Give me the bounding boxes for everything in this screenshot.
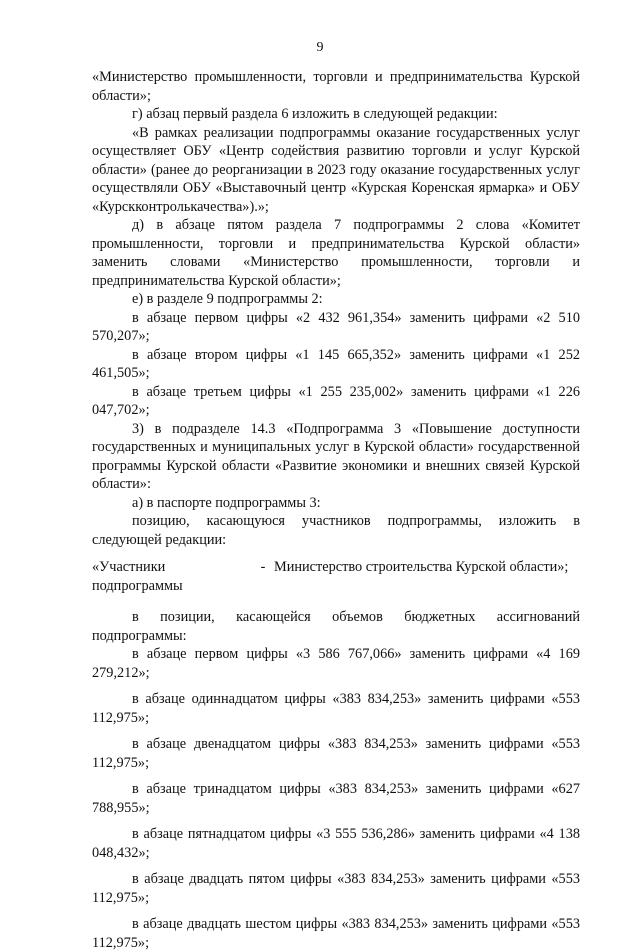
paragraph: г) абзац первый раздела 6 изложить в следующей редакции: <box>132 106 498 122</box>
participants-value: Министерство строительства Курской области»; <box>274 559 569 575</box>
paragraph: в абзаце двадцать шестом цифры «383 834,253» заменить цифрами «553 112,975»; <box>92 916 580 951</box>
page-number: 9 <box>316 40 324 55</box>
paragraph: в абзаце первом цифры «2 432 961,354» заменить цифрами «2 510 570,207»; <box>92 309 580 344</box>
paragraph: в абзаце двадцать пятом цифры «383 834,253» заменить цифрами «553 112,975»; <box>92 871 580 906</box>
paragraph: а) в паспорте подпрограммы 3: <box>132 494 321 511</box>
paragraph: «Министерство промышленности, торговли и предпринимательства Курской области»; <box>92 69 580 104</box>
paragraph: в абзаце тринадцатом цифры «383 834,253» заменить цифрами «627 788,955»; <box>92 781 580 816</box>
paragraph: в абзаце двенадцатом цифры «383 834,253» заменить цифрами «553 112,975»; <box>92 736 580 771</box>
participants-row <box>92 558 580 595</box>
paragraph: в позиции, касающейся объемов бюджетных ассигнований подпрограммы: <box>92 609 580 644</box>
paragraph: в абзаце третьем цифры «1 255 235,002» заменить цифрами «1 226 047,702»; <box>92 383 580 418</box>
paragraph: в абзаце первом цифры «3 586 767,066» заменить цифрами «4 169 279,212»; <box>92 646 580 681</box>
paragraph: в абзаце втором цифры «1 145 665,352» заменить цифрами «1 252 461,505»; <box>92 346 580 381</box>
paragraph: 3) в подразделе 14.3 «Подпрограмма 3 «Повышение доступности государственных и муниципальных услуг в Курской области» государственной программы Курской области «Развитие экономики и внешних связей Курской области»: <box>92 420 580 492</box>
participants-label: «Участники подпрограммы <box>92 559 183 594</box>
paragraph: в абзаце одиннадцатом цифры «383 834,253» заменить цифрами «553 112,975»; <box>92 691 580 726</box>
document-body <box>92 68 580 952</box>
paragraph: в абзаце пятнадцатом цифры «3 555 536,286» заменить цифрами «4 138 048,432»; <box>92 826 580 861</box>
paragraph: д) в абзаце пятом раздела 7 подпрограммы 2 слова «Комитет промышленности, торговли и предпринимательства Курской области» заменить словами «Министерство промышленности, торговли и предпринимательства Курской области»; <box>92 217 580 289</box>
participants-dash: - <box>260 559 266 575</box>
paragraph: е) в разделе 9 подпрограммы 2: <box>132 291 323 307</box>
paragraph: позицию, касающуюся участников подпрограммы, изложить в следующей редакции: <box>92 513 580 548</box>
paragraph: «В рамках реализации подпрограммы оказание государственных услуг осуществляет ОБУ «Центр содействия развитию торговли и услуг Курской области» (ранее до реорганизации в 2023 году оказание государственных услуг осуществляли ОБУ «Выставочный центр «Курская Коренская ярмарка» и ОБУ «Курскконтролькачества»).»; <box>92 124 580 215</box>
